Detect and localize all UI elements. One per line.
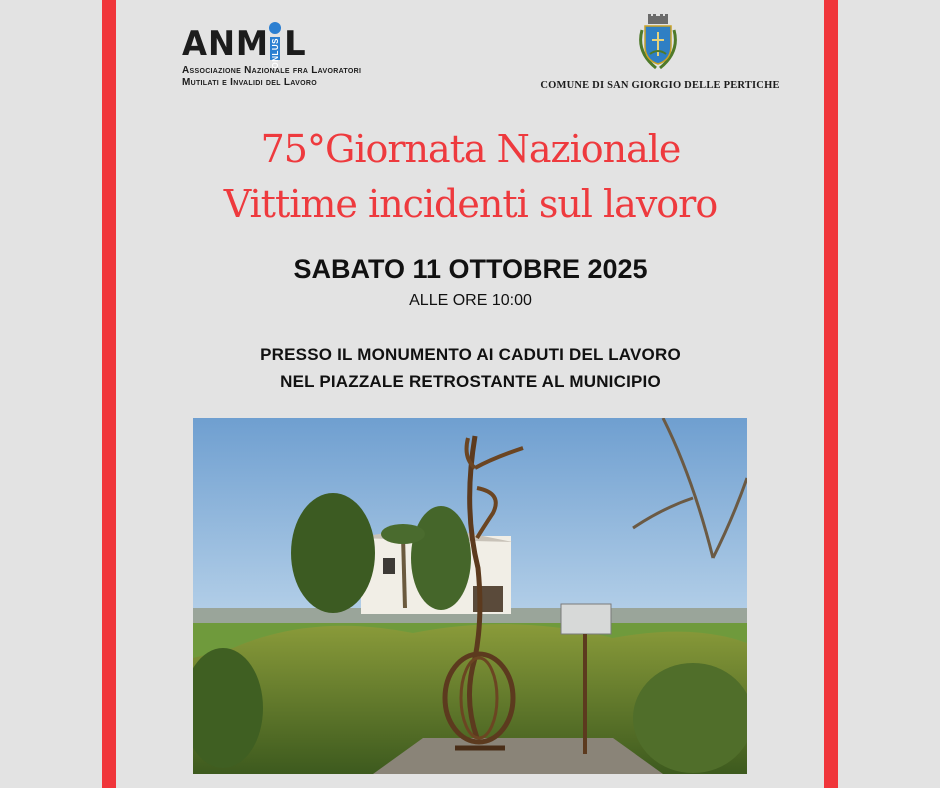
comune-name: COMUNE DI SAN GIORGIO DELLE PERTICHE [540,80,780,91]
event-place-line2: NEL PIAZZALE RETROSTANTE AL MUNICIPIO [280,372,661,391]
monument-photo [193,418,747,774]
anmil-subtitle-line1: Associazione Nazionale fra Lavoratori [182,65,362,76]
anmil-subtitle-line2: Mutilati e Invalidi del Lavoro [182,77,317,88]
event-date: SABATO 11 OTTOBRE 2025 [293,254,648,284]
anmil-subtitle [182,65,361,89]
anmil-logo-word: ANM [182,24,270,64]
coat-of-arms-icon [636,14,680,72]
right-red-stripe [824,0,838,788]
anmil-logo-letter-l: L [284,24,306,64]
title-line2: Vittime incidenti sul lavoro [223,182,718,226]
anmil-logo [182,22,392,92]
title-line1: 75°Giornata Nazionale [260,127,681,171]
event-time: ALLE ORE 10:00 [409,292,532,309]
left-red-stripe [102,0,116,788]
anmil-onlus-label: ONLUS [271,38,280,69]
event-place-line1: PRESSO IL MONUMENTO AI CADUTI DEL LAVORO [260,345,681,364]
